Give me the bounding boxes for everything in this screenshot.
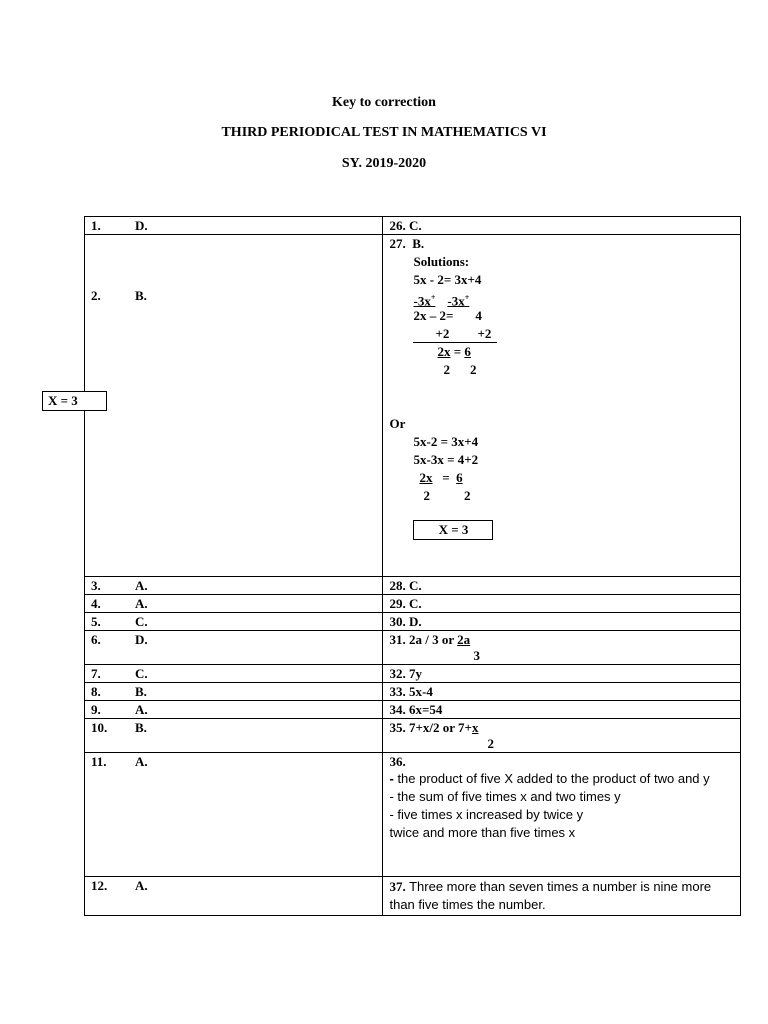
plus-sign: + — [430, 293, 436, 302]
item-number: 7. — [91, 666, 101, 681]
table-row — [85, 595, 741, 613]
school-year: SY. 2019-2020 — [341, 156, 427, 171]
q35-text: 35. 7+x/2 or 7+ — [389, 720, 472, 735]
table-row — [85, 665, 741, 683]
item-answer: C. — [135, 666, 148, 681]
or-label: Or — [389, 416, 406, 431]
item-answer: A. — [135, 878, 148, 893]
q36-line — [389, 770, 734, 788]
right-cell: 30. D. — [383, 613, 741, 631]
equation-line: 5x-2 = 3x+4 — [413, 434, 479, 449]
item-number: 3. — [91, 578, 101, 593]
fraction-line — [437, 344, 470, 360]
item-number: 6. — [91, 632, 101, 647]
table-row — [85, 235, 741, 577]
left-cell — [85, 877, 383, 916]
item-answer: A. — [135, 578, 148, 593]
term: +2 — [435, 326, 450, 341]
q31-text: 31. 2a / 3 or — [389, 632, 458, 647]
table-row — [85, 701, 741, 719]
fraction-denominator: 2 — [487, 736, 494, 751]
left-cell — [85, 701, 383, 719]
dash: - — [389, 771, 394, 786]
item-answer: A. — [135, 702, 148, 717]
left-cell — [85, 595, 383, 613]
fraction-denominator: 2 — [443, 362, 450, 377]
q37-text: Three more than seven times a number is nine more than five times the number. — [389, 879, 712, 912]
item-number: 11. — [91, 754, 107, 769]
item-number: 8. — [91, 684, 101, 699]
fraction-denominators — [423, 488, 470, 504]
term: 2x – 2= — [413, 308, 454, 323]
table-row — [85, 631, 741, 665]
answer-box: X = 3 — [413, 520, 493, 540]
right-cell: 33. 5x-4 — [383, 683, 741, 701]
term: +2 — [477, 326, 492, 341]
item-number: 12. — [91, 878, 108, 893]
left-cell — [85, 613, 383, 631]
q36-line: twice and more than five times x — [389, 825, 576, 840]
equation-line — [413, 308, 481, 324]
item-number: 10. — [91, 720, 108, 735]
fraction-numerator: 6 — [464, 344, 471, 359]
item-answer: B. — [135, 287, 147, 303]
table-row — [85, 613, 741, 631]
doc-title: Key to correction — [332, 95, 436, 110]
plus-sign: + — [464, 293, 470, 302]
item-answer: D. — [135, 218, 148, 233]
right-cell-35 — [383, 719, 741, 753]
equals: = — [453, 344, 462, 359]
solution-cell-27 — [383, 235, 741, 577]
left-cell — [85, 631, 383, 665]
left-cell — [85, 719, 383, 753]
item-number: 2. — [91, 287, 101, 303]
q37-line — [389, 878, 734, 914]
left-cell — [85, 665, 383, 683]
item-answer: D. — [135, 632, 148, 647]
table-row — [85, 719, 741, 753]
fraction-denominators — [443, 362, 476, 378]
table-row — [85, 683, 741, 701]
fraction-denominator: 2 — [463, 488, 471, 503]
item-number: 1. — [91, 218, 101, 233]
q36-line: - five times x increased by twice y — [389, 807, 584, 822]
left-cell — [85, 753, 383, 877]
item-answer: C. — [135, 614, 148, 629]
equation-line: 5x-3x = 4+2 — [413, 452, 479, 467]
answer-box-outside: X = 3 — [42, 391, 107, 411]
item-answer: A. — [135, 596, 148, 611]
table-row — [85, 753, 741, 877]
term: -3x — [447, 293, 465, 309]
left-cell — [85, 235, 383, 577]
right-cell: 26. C. — [383, 217, 741, 235]
q27-answer: 27. B. — [389, 236, 425, 251]
answer-key-table — [84, 216, 741, 916]
q36-text: the product of five X added to the product of two and y — [393, 771, 710, 786]
right-cell: 32. 7y — [383, 665, 741, 683]
term: 4 — [475, 308, 482, 323]
right-cell: 28. C. — [383, 577, 741, 595]
q36-number: 36. — [389, 754, 406, 769]
left-cell — [85, 683, 383, 701]
q36-line: - the sum of five times x and two times y — [389, 789, 621, 804]
fraction-numerator: 2a — [457, 632, 471, 647]
right-cell-37 — [383, 877, 741, 916]
fraction-denominator: 2 — [469, 362, 477, 377]
fraction-numerator: x — [471, 720, 479, 735]
fraction-numerator: 2x — [437, 344, 451, 359]
item-answer: B. — [135, 684, 147, 699]
item-number: 4. — [91, 596, 101, 611]
fraction-denominator: 2 — [423, 488, 430, 503]
test-title: THIRD PERIODICAL TEST IN MATHEMATICS VI — [221, 125, 547, 140]
term: -3x — [413, 293, 431, 309]
item-answer: A. — [135, 754, 148, 769]
right-cell-31 — [383, 631, 741, 665]
fraction-numerator: 6 — [456, 470, 463, 485]
left-cell — [85, 577, 383, 595]
fraction-line — [419, 470, 462, 486]
table-row — [85, 217, 741, 235]
solutions-label: Solutions: — [413, 254, 470, 269]
table-row — [85, 877, 741, 916]
right-cell-36 — [383, 753, 741, 877]
equation-line — [413, 326, 497, 343]
left-cell — [85, 217, 383, 235]
item-number: 9. — [91, 702, 101, 717]
equals: = — [442, 470, 450, 485]
item-number: 5. — [91, 614, 101, 629]
table-row — [85, 577, 741, 595]
equation-line: 5x - 2= 3x+4 — [413, 272, 482, 287]
item-answer: B. — [135, 720, 147, 735]
fraction-numerator: 2x — [419, 470, 433, 485]
fraction-denominator: 3 — [473, 648, 480, 663]
right-cell: 29. C. — [383, 595, 741, 613]
q37-number: 37. — [389, 879, 406, 894]
equation-line — [413, 290, 469, 309]
right-cell: 34. 6x=54 — [383, 701, 741, 719]
